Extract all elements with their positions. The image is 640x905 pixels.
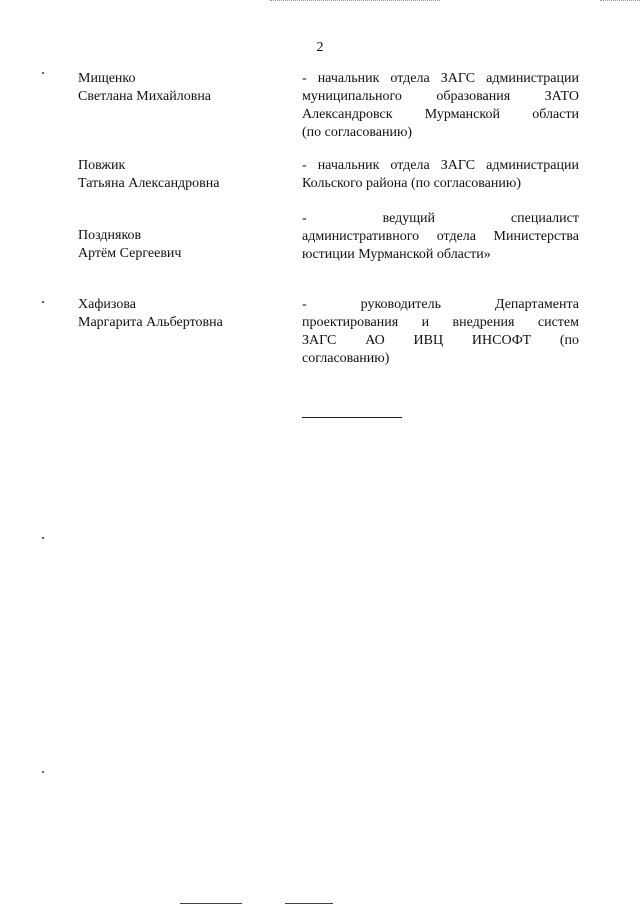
role-line: Александровск Мурманской области	[302, 107, 579, 122]
role-line: Кольского района (по согласованию)	[302, 176, 521, 191]
member-name	[78, 70, 278, 106]
member-given-names: Светлана Михайловна	[78, 89, 212, 104]
role-line: согласованию)	[302, 351, 390, 366]
member-name	[78, 227, 278, 263]
closing-rule	[302, 417, 402, 418]
margin-dot	[42, 771, 44, 773]
role-line: проектирования и внедрения систем	[302, 315, 579, 330]
member-name	[78, 296, 278, 332]
role-line: - начальник отдела ЗАГС администрации	[302, 158, 579, 173]
role-line: - начальник отдела ЗАГС администрации	[302, 71, 579, 86]
margin-dot	[42, 72, 44, 74]
margin-dot	[42, 301, 44, 303]
margin-dot	[42, 537, 44, 539]
scan-artifact-top	[270, 0, 440, 1]
member-name	[78, 157, 278, 193]
member-given-names: Артём Сергеевич	[78, 246, 182, 261]
scan-artifact-top-right	[600, 0, 640, 1]
member-surname: Мищенко	[78, 71, 136, 86]
member-given-names: Маргарита Альбертовна	[78, 315, 223, 330]
member-surname: Хафизова	[78, 297, 136, 312]
role-line: юстиции Мурманской области»	[302, 247, 491, 262]
member-role	[302, 70, 579, 142]
role-line: муниципального образования ЗАТО	[302, 89, 579, 104]
role-line: - ведущий специалист	[302, 211, 579, 226]
member-role	[302, 157, 579, 193]
role-line: административного отдела Министерства	[302, 229, 579, 244]
member-surname: Поздняков	[78, 228, 142, 243]
footer-rule-right	[285, 903, 333, 904]
member-role	[302, 296, 579, 368]
footer-rule-left	[180, 903, 242, 904]
member-surname: Повжик	[78, 158, 126, 173]
role-line: (по согласованию)	[302, 125, 413, 140]
role-line: - руководитель Департамента	[302, 297, 579, 312]
member-role	[302, 210, 579, 264]
member-given-names: Татьяна Александровна	[78, 176, 220, 191]
role-line: ЗАГС АО ИВЦ ИНСОФТ (по	[302, 333, 579, 348]
page-number: 2	[316, 40, 324, 55]
